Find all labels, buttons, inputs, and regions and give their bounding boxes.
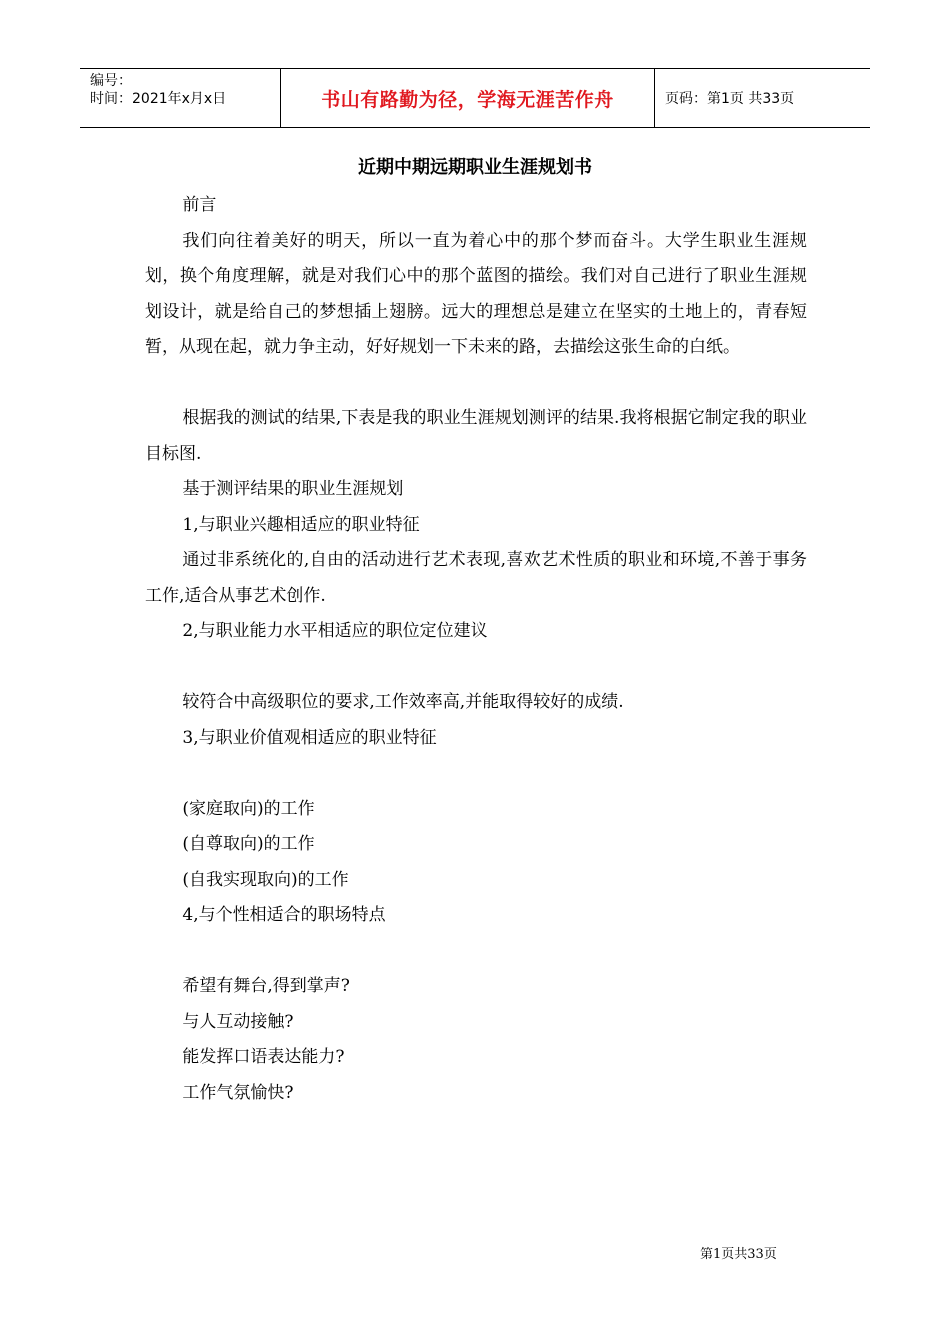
document-body [145,188,807,1111]
paragraph-value-family: (家庭取向)的工作 [182,798,315,819]
header-motto-cell [281,69,655,127]
blank-line [145,934,807,970]
paragraph-trait-stage: 希望有舞台,得到掌声? [182,976,350,996]
paragraph-item-1: 1,与职业兴趣相适应的职业特征 [182,514,420,535]
time-label: 时间：2021年x月x日 [90,91,227,107]
blank-line [145,650,807,686]
paragraph-value-self: (自我实现取向)的工作 [182,869,349,890]
header-page-cell [655,69,870,127]
header-page-label: 页码：第1页 共33页 [665,91,795,107]
document-title: 近期中期远期职业生涯规划书 [358,157,592,178]
paragraph-intro: 我们向往着美好的明天，所以一直为着心中的那个梦而奋斗。大学生职业生涯规划，换个角度理解，就是对我们心中的那个蓝图的描绘。我们对自己进行了职业生涯规划设计，就是给自己的梦想插上翅膀。远大的理想总是建立在坚实的土地上的，青春短暂，从现在起，就力争主动，好好规划一下未来的路，去描绘这张生命的白纸。 [145,230,807,357]
header-motto: 书山有路勤为径，学海无涯苦作舟 [321,88,614,111]
paragraph-trait-atmosphere: 工作气氛愉快? [182,1082,294,1103]
paragraph-preface: 前言 [182,195,217,215]
paragraph-value-esteem: (自尊取向)的工作 [182,834,315,854]
paragraph-test-results: 根据我的测试的结果,下表是我的职业生涯规划测评的结果.我将根据它制定我的职业目标图. [145,408,807,464]
blank-line [145,366,807,402]
paragraph-item-1-detail: 通过非系统化的,自由的活动进行艺术表现,喜欢艺术性质的职业和环境,不善于事务工作,适合从事艺术创作. [145,550,807,606]
paragraph-item-2: 2,与职业能力水平相适应的职位定位建议 [182,621,488,641]
paragraph-trait-speaking: 能发挥口语表达能力? [182,1047,345,1067]
paragraph-item-3: 3,与职业价值观相适应的职业特征 [182,727,437,748]
paragraph-item-4: 4,与个性相适合的职场特点 [182,905,386,925]
paragraph-trait-interaction: 与人互动接触? [182,1011,294,1032]
page-footer: 第1页共33页 [700,1247,777,1262]
blank-line [145,756,807,792]
paragraph-heading-plan: 基于测评结果的职业生涯规划 [182,479,404,499]
paragraph-item-2-detail: 较符合中高级职位的要求,工作效率高,并能取得较好的成绩. [182,692,624,712]
page-header [80,68,870,128]
header-info-cell [80,69,281,127]
number-label: 编号： [90,73,132,89]
